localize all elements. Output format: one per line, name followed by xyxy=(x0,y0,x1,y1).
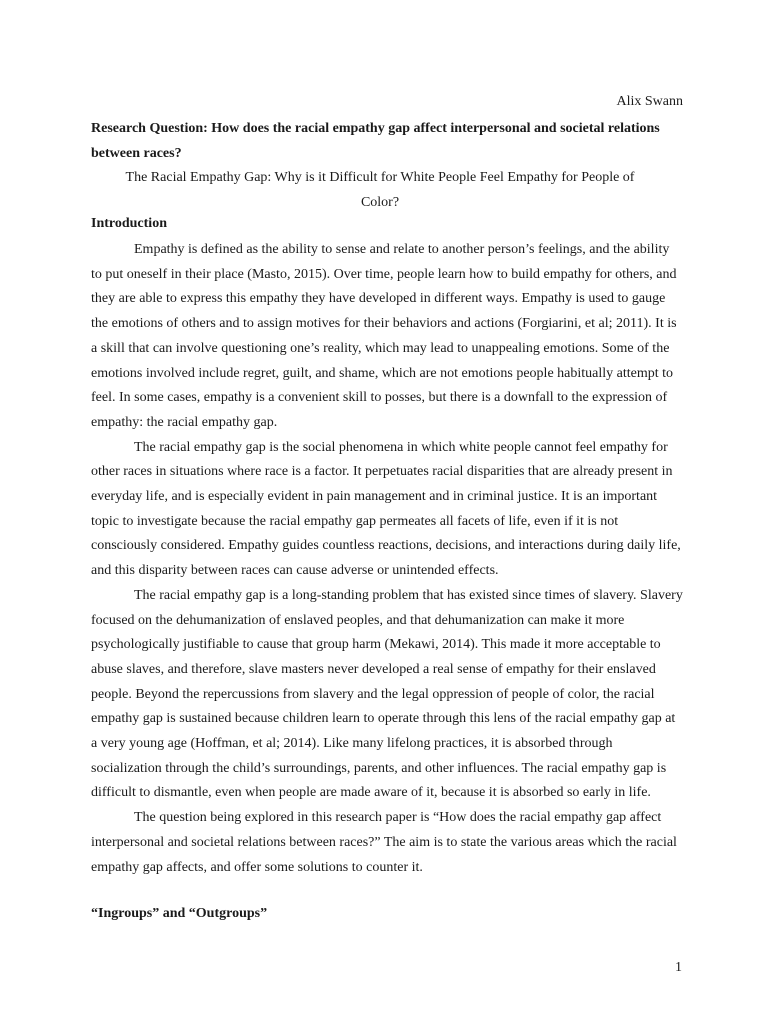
page-number: 1 xyxy=(675,960,682,975)
paragraph: The racial empathy gap is a long-standing problem that has existed since times of slavery. Slavery focused on the dehumanization of enslaved peoples, and that dehumanization can make it more psychologically justifiable to cause that group harm (Mekawi, 2014). This made it more acceptable to abuse slaves, and therefore, slave masters never developed a real sense of empathy for their enslaved people. Beyond the repercussions from slavery and the legal oppression of people of color, the racial empathy gap is sustained because children learn to operate through this lens of the racial empathy gap at a very young age (Hoffman, et al; 2014). Like many lifelong practices, it is absorbed through socialization through the child’s surroundings, parents, and other influences. The racial empathy gap is difficult to dismantle, even when people are made aware of it, because it is absorbed so early in life. xyxy=(91,587,683,801)
author-name: Alix Swann xyxy=(616,94,683,109)
paragraph: The question being explored in this research paper is “How does the racial empathy gap affect interpersonal and societal relations between races?” The aim is to state the various areas which the racial empathy gap affects, and offer some solutions to counter it. xyxy=(91,810,677,875)
paper-title: The Racial Empathy Gap: Why is it Difficult for White People Feel Empathy for People of Color? xyxy=(125,170,635,210)
paragraph: Empathy is defined as the ability to sense and relate to another person’s feelings, and the ability to put oneself in their place (Masto, 2015). Over time, people learn how to build empathy for others, and they are able to express this empathy they have developed in different ways. Empathy is used to gauge the emotions of others and to assign motives for their behaviors and actions (Forgiarini, et al; 2011). It is a skill that can involve questioning one’s reality, which may lead to unappealing emotions. Some of the emotions involved include regret, guilt, and shame, which are not emotions people habitually attempt to feel. In some cases, empathy is a convenient skill to posses, but there is a downfall to the expression of empathy: the racial empathy gap. xyxy=(91,242,677,430)
paragraph: The racial empathy gap is the social phenomena in which white people cannot feel empathy for other races in situations where race is a factor. It perpetuates racial disparities that are already present in everyday life, and is especially evident in pain management and in criminal justice. It is an important topic to investigate because the racial empathy gap permeates all facets of life, even if it is not consciously considered. Empathy guides countless reactions, decisions, and interactions during daily life, and this disparity between races can cause adverse or unintended effects. xyxy=(91,439,681,579)
body-text xyxy=(91,238,683,880)
introduction-heading: Introduction xyxy=(91,216,167,231)
research-question: Research Question: How does the racial empathy gap affect interpersonal and societal relations between races? xyxy=(91,121,660,161)
section-heading: “Ingroups” and “Outgroups” xyxy=(91,906,268,921)
